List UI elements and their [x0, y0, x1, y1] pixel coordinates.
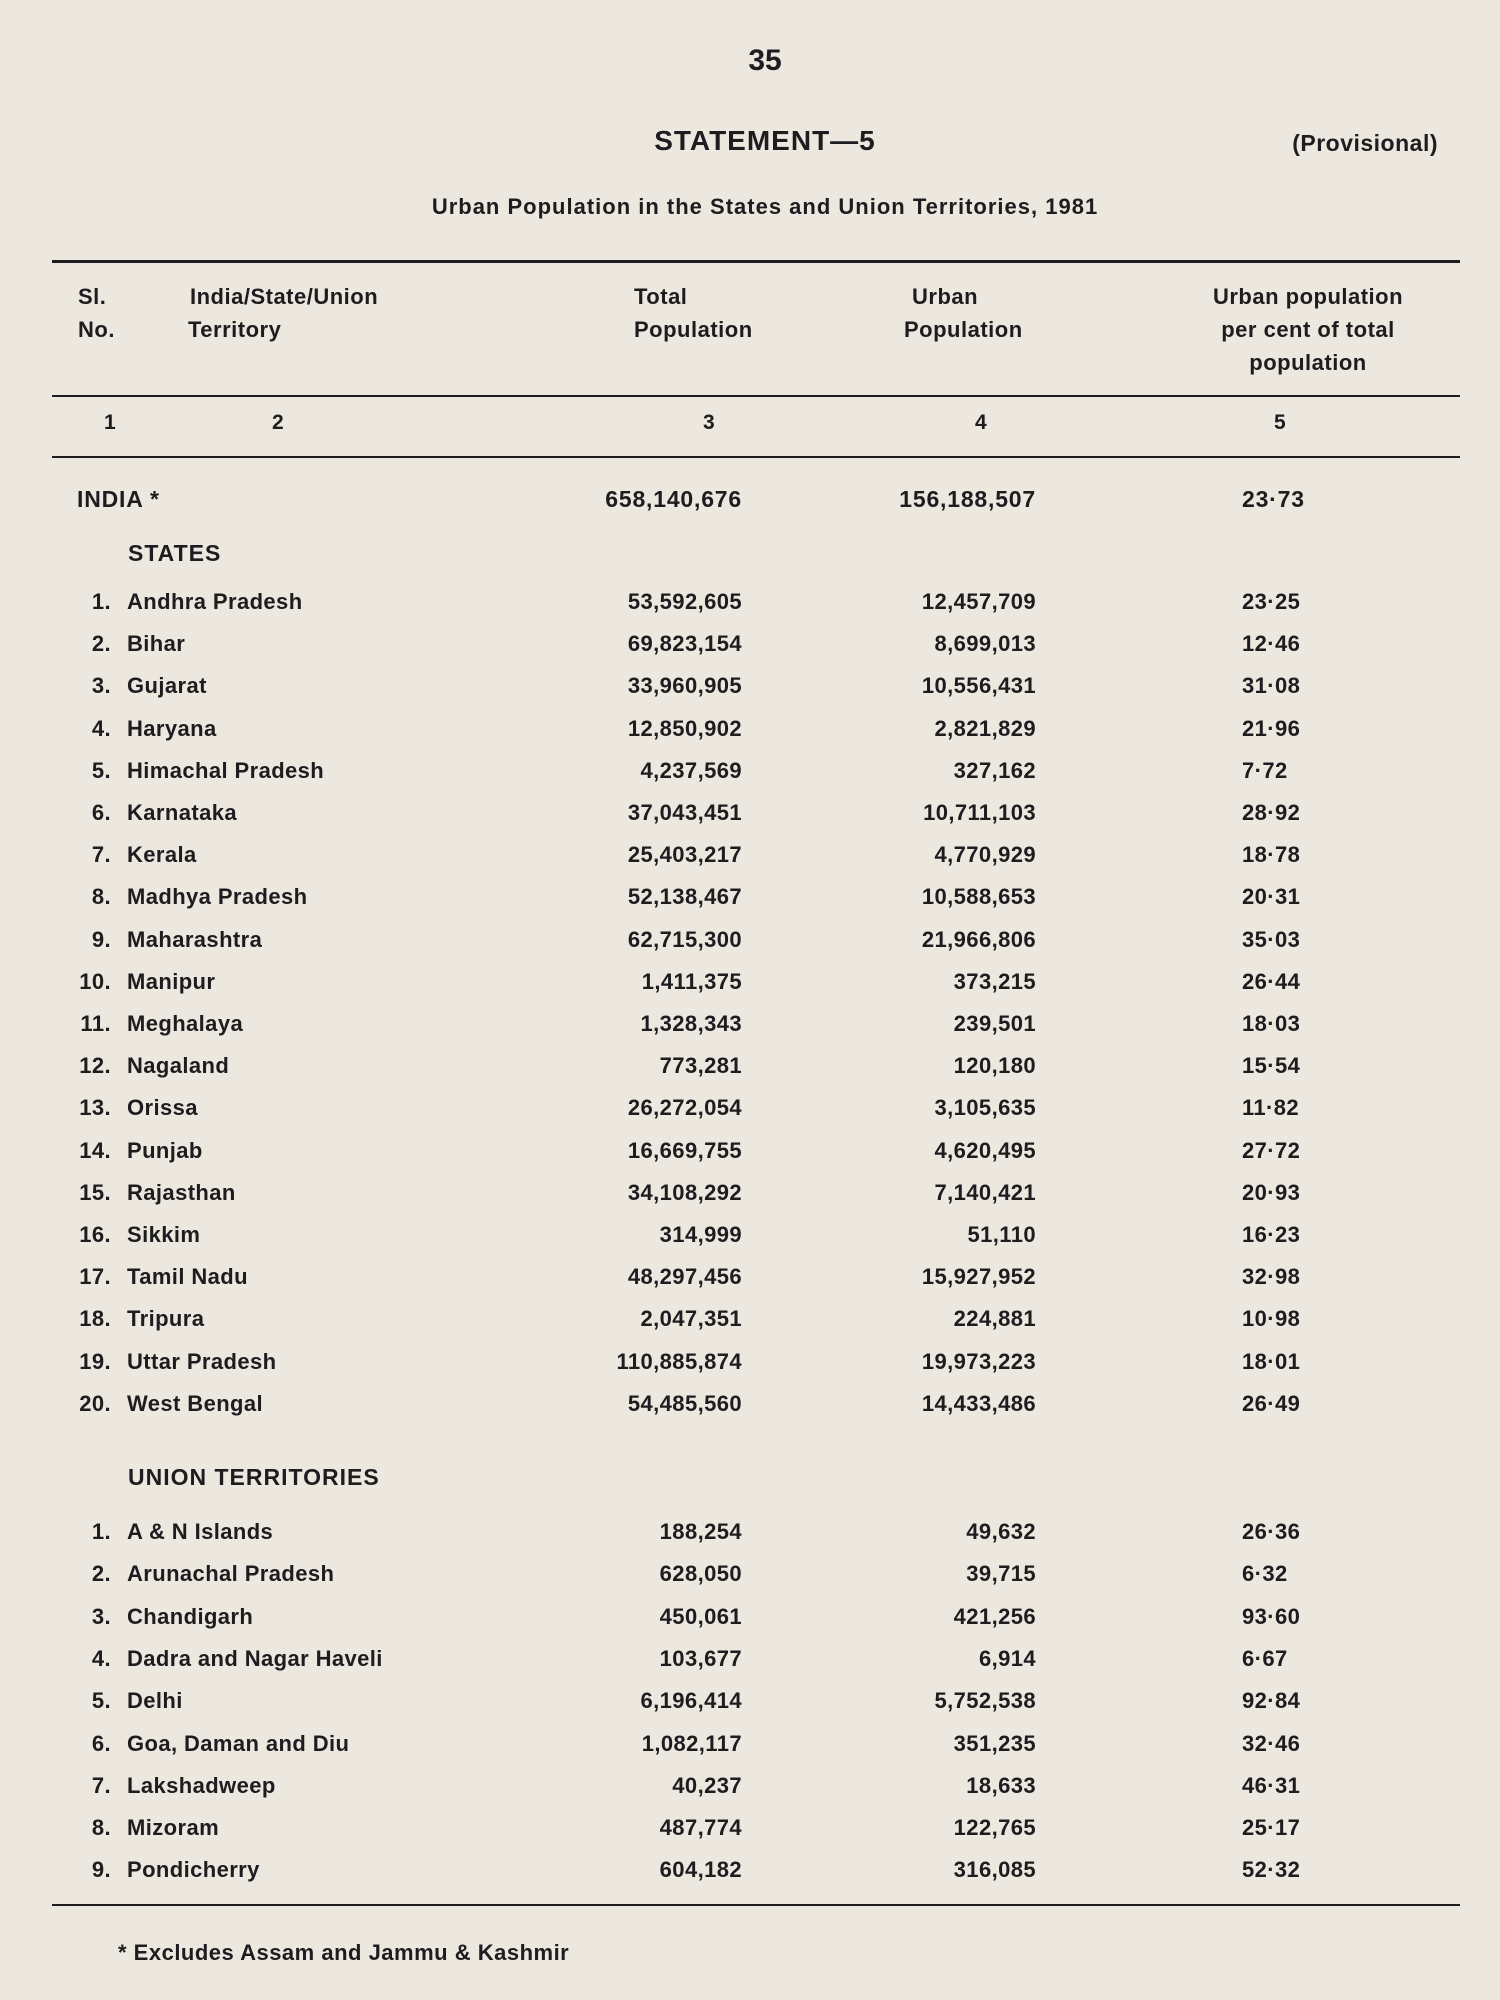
ut-percent: 6·67: [1242, 1645, 1288, 1671]
state-percent: 16·23: [1242, 1222, 1301, 1247]
state-name: West Bengal: [127, 1390, 264, 1416]
ut-percent: 32·46: [1242, 1730, 1301, 1756]
state-urban: 21,966,806: [921, 926, 1036, 952]
state-sl: 10.: [79, 968, 111, 994]
state-name: Tamil Nadu: [127, 1264, 248, 1290]
state-percent: 18·78: [1242, 842, 1301, 868]
header-sl-line2: No.: [78, 317, 115, 342]
header-total-line2: Population: [634, 317, 753, 342]
state-row: [0, 1391, 1500, 1431]
state-name: Madhya Pradesh: [127, 884, 308, 910]
state-row: [0, 927, 1500, 967]
union-territories-heading: UNION TERRITORIES: [128, 1464, 380, 1490]
header-percent-line2: per cent of total: [1221, 317, 1395, 342]
column-number-1: 1: [104, 411, 116, 434]
state-percent: 27·72: [1242, 1137, 1301, 1163]
ut-name: Goa, Daman and Diu: [127, 1730, 350, 1756]
india-percent: 23·73: [1242, 486, 1305, 512]
header-percent-line1: Urban population: [1212, 284, 1404, 309]
state-urban: 15,927,952: [921, 1264, 1036, 1290]
state-percent: 32·98: [1242, 1264, 1301, 1290]
state-total: 69,823,154: [627, 631, 742, 657]
state-percent: 28·92: [1242, 800, 1301, 825]
ut-row: [0, 1646, 1500, 1686]
state-sl: 3.: [91, 673, 111, 699]
ut-total: 1,082,117: [641, 1730, 742, 1756]
state-urban: 327,162: [953, 757, 1036, 783]
state-percent: 35·03: [1242, 926, 1301, 952]
ut-urban: 39,715: [966, 1561, 1036, 1587]
state-sl: 9.: [91, 926, 111, 952]
state-row: [0, 842, 1500, 882]
ut-name: Arunachal Pradesh: [127, 1561, 335, 1587]
state-sl: 18.: [79, 1306, 111, 1332]
state-total: 1,411,375: [641, 968, 742, 994]
ut-row: [0, 1857, 1500, 1897]
state-row: [0, 1222, 1500, 1262]
state-percent: 31·08: [1242, 673, 1301, 699]
state-name: Rajasthan: [127, 1179, 236, 1205]
header-total-line1: Total: [634, 284, 688, 309]
header-sl: [78, 280, 115, 346]
state-row: [0, 1053, 1500, 1093]
state-name: Bihar: [127, 631, 186, 657]
ut-sl: 2.: [91, 1561, 111, 1587]
state-urban: 4,770,929: [934, 842, 1036, 868]
table-subtitle: Urban Population in the States and Union Territories, 1981: [431, 194, 1099, 219]
header-total: [634, 280, 753, 346]
state-total: 314,999: [659, 1222, 742, 1247]
india-row: [0, 486, 1500, 526]
state-urban: 14,433,486: [921, 1390, 1036, 1416]
header-territory-line1: India/State/Union: [190, 284, 379, 309]
state-sl: 16.: [79, 1222, 111, 1247]
state-row: [0, 800, 1500, 840]
state-name: Gujarat: [127, 673, 207, 699]
state-total: 25,403,217: [627, 842, 742, 868]
state-total: 12,850,902: [627, 715, 742, 741]
state-urban: 2,821,829: [934, 715, 1036, 741]
state-urban: 12,457,709: [921, 589, 1036, 614]
state-sl: 6.: [91, 800, 111, 825]
state-percent: 12·46: [1242, 631, 1301, 657]
ut-sl: 8.: [91, 1815, 111, 1841]
ut-percent: 6·32: [1242, 1561, 1288, 1587]
state-row: [0, 1180, 1500, 1220]
ut-urban: 18,633: [966, 1772, 1036, 1798]
provisional-label: (Provisional): [1292, 130, 1438, 156]
ut-total: 487,774: [659, 1815, 742, 1841]
state-sl: 14.: [79, 1137, 111, 1163]
state-urban: 3,105,635: [934, 1095, 1036, 1121]
ut-urban: 49,632: [966, 1519, 1036, 1544]
state-percent: 21·96: [1242, 715, 1301, 741]
state-percent: 20·93: [1242, 1179, 1301, 1205]
state-name: Sikkim: [127, 1222, 201, 1247]
state-name: Himachal Pradesh: [127, 757, 325, 783]
statement-title: STATEMENT—5: [654, 125, 876, 156]
state-name: Orissa: [127, 1095, 198, 1121]
state-total: 37,043,451: [627, 800, 742, 825]
footnote: * Excludes Assam and Jammu & Kashmir: [118, 1940, 570, 1965]
ut-total: 450,061: [659, 1603, 742, 1629]
state-total: 2,047,351: [640, 1306, 742, 1332]
state-percent: 11·82: [1242, 1095, 1300, 1121]
state-sl: 11.: [80, 1011, 111, 1036]
states-heading: STATES: [128, 540, 222, 566]
header-urban-line2: Population: [904, 317, 1023, 342]
ut-total: 6,196,414: [640, 1688, 742, 1714]
ut-sl: 1.: [91, 1519, 111, 1544]
state-total: 53,592,605: [627, 589, 742, 614]
state-urban: 224,881: [953, 1306, 1036, 1332]
ut-sl: 4.: [91, 1645, 111, 1671]
ut-row: [0, 1731, 1500, 1771]
header-percent: [1180, 280, 1436, 379]
ut-sl: 7.: [91, 1772, 111, 1798]
state-row: [0, 1349, 1500, 1389]
state-name: Tripura: [127, 1306, 205, 1332]
state-total: 4,237,569: [640, 757, 742, 783]
state-percent: 15·54: [1242, 1053, 1301, 1079]
ut-percent: 25·17: [1242, 1815, 1301, 1841]
column-number-4: 4: [975, 411, 987, 434]
state-urban: 373,215: [953, 968, 1036, 994]
state-sl: 13.: [79, 1095, 111, 1121]
ut-percent: 52·32: [1242, 1857, 1301, 1883]
state-urban: 10,556,431: [921, 673, 1036, 699]
column-number-5: 5: [1274, 411, 1286, 434]
state-row: [0, 1138, 1500, 1178]
ut-name: A & N Islands: [127, 1519, 274, 1544]
state-urban: 19,973,223: [921, 1348, 1036, 1374]
state-name: Uttar Pradesh: [127, 1348, 277, 1374]
state-total: 1,328,343: [640, 1011, 742, 1036]
ut-row: [0, 1561, 1500, 1601]
state-total: 54,485,560: [627, 1390, 742, 1416]
ut-urban: 5,752,538: [934, 1688, 1036, 1714]
state-row: [0, 1264, 1500, 1304]
ut-percent: 46·31: [1242, 1772, 1301, 1798]
state-sl: 1.: [91, 589, 111, 614]
ut-total: 40,237: [672, 1772, 742, 1798]
state-sl: 19.: [79, 1348, 111, 1374]
ut-sl: 3.: [91, 1603, 111, 1629]
ut-percent: 93·60: [1242, 1603, 1301, 1629]
column-number-2: 2: [272, 411, 284, 434]
column-number-rule: [52, 456, 1460, 458]
state-sl: 7.: [91, 842, 111, 868]
ut-urban: 351,235: [953, 1730, 1036, 1756]
state-row: [0, 673, 1500, 713]
ut-name: Chandigarh: [127, 1603, 254, 1629]
state-row: [0, 758, 1500, 798]
state-percent: 20·31: [1242, 884, 1301, 910]
state-total: 52,138,467: [627, 884, 742, 910]
header-territory: [190, 280, 378, 346]
state-percent: 7·72: [1242, 757, 1288, 783]
state-name: Nagaland: [127, 1053, 230, 1079]
state-total: 773,281: [659, 1053, 742, 1079]
header-sl-line1: Sl.: [78, 284, 107, 309]
ut-urban: 6,914: [978, 1645, 1036, 1671]
bottom-rule: [52, 1904, 1460, 1906]
ut-urban: 316,085: [953, 1857, 1036, 1883]
state-total: 62,715,300: [627, 926, 742, 952]
state-sl: 4.: [91, 715, 111, 741]
state-percent: 26·49: [1242, 1390, 1301, 1416]
header-rule: [52, 395, 1460, 397]
state-name: Manipur: [127, 968, 216, 994]
ut-sl: 6.: [91, 1730, 111, 1756]
state-urban: 7,140,421: [934, 1179, 1036, 1205]
header-percent-line3: population: [1249, 350, 1367, 375]
ut-total: 628,050: [659, 1561, 742, 1587]
india-label: INDIA *: [77, 486, 160, 512]
ut-sl: 9.: [91, 1857, 111, 1883]
ut-sl: 5.: [91, 1688, 111, 1714]
ut-percent: 92·84: [1242, 1688, 1301, 1714]
ut-name: Pondicherry: [127, 1857, 260, 1883]
ut-total: 188,254: [659, 1519, 742, 1544]
page-number: 35: [748, 44, 782, 77]
state-urban: 120,180: [953, 1053, 1036, 1079]
state-percent: 23·25: [1242, 589, 1301, 614]
ut-name: Delhi: [127, 1688, 183, 1714]
state-name: Haryana: [127, 715, 217, 741]
ut-row: [0, 1773, 1500, 1813]
state-name: Karnataka: [127, 800, 237, 825]
state-percent: 18·01: [1242, 1348, 1301, 1374]
state-total: 26,272,054: [627, 1095, 742, 1121]
ut-name: Dadra and Nagar Haveli: [127, 1645, 383, 1671]
ut-row: [0, 1688, 1500, 1728]
state-name: Punjab: [127, 1137, 203, 1163]
ut-row: [0, 1519, 1500, 1559]
state-sl: 17.: [79, 1264, 111, 1290]
state-row: [0, 884, 1500, 924]
state-urban: 10,711,103: [923, 800, 1036, 825]
state-sl: 8.: [91, 884, 111, 910]
header-urban-line1: Urban: [912, 284, 979, 309]
ut-urban: 421,256: [953, 1603, 1036, 1629]
state-sl: 2.: [91, 631, 111, 657]
ut-total: 103,677: [659, 1645, 742, 1671]
ut-name: Mizoram: [127, 1815, 220, 1841]
ut-name: Lakshadweep: [127, 1772, 276, 1798]
ut-percent: 26·36: [1242, 1519, 1301, 1544]
state-sl: 5.: [91, 757, 111, 783]
state-percent: 26·44: [1242, 968, 1301, 994]
state-sl: 12.: [79, 1053, 111, 1079]
state-percent: 18·03: [1242, 1011, 1301, 1036]
state-row: [0, 1011, 1500, 1051]
ut-row: [0, 1815, 1500, 1855]
state-percent: 10·98: [1242, 1306, 1301, 1332]
state-name: Kerala: [127, 842, 197, 868]
state-row: [0, 1095, 1500, 1135]
state-row: [0, 631, 1500, 671]
header-territory-line2: Territory: [188, 317, 282, 342]
state-total: 33,960,905: [627, 673, 742, 699]
state-total: 48,297,456: [627, 1264, 742, 1290]
state-urban: 10,588,653: [921, 884, 1036, 910]
state-name: Maharashtra: [127, 926, 263, 952]
state-sl: 20.: [79, 1390, 111, 1416]
state-total: 110,885,874: [616, 1348, 742, 1374]
state-row: [0, 969, 1500, 1009]
state-row: [0, 589, 1500, 629]
state-total: 34,108,292: [627, 1179, 742, 1205]
state-total: 16,669,755: [627, 1137, 742, 1163]
state-urban: 4,620,495: [934, 1137, 1036, 1163]
state-name: Andhra Pradesh: [127, 589, 303, 614]
state-urban: 8,699,013: [934, 631, 1036, 657]
state-urban: 239,501: [953, 1011, 1036, 1036]
column-number-3: 3: [703, 411, 715, 434]
state-name: Meghalaya: [127, 1011, 244, 1036]
ut-row: [0, 1604, 1500, 1644]
state-sl: 15.: [79, 1179, 111, 1205]
state-row: [0, 1306, 1500, 1346]
india-urban: 156,188,507: [899, 486, 1036, 512]
state-row: [0, 716, 1500, 756]
india-total: 658,140,676: [605, 486, 742, 512]
ut-urban: 122,765: [953, 1815, 1036, 1841]
state-urban: 51,110: [967, 1222, 1036, 1247]
header-urban: [904, 280, 1023, 346]
top-rule: [52, 260, 1460, 263]
ut-total: 604,182: [659, 1857, 742, 1883]
